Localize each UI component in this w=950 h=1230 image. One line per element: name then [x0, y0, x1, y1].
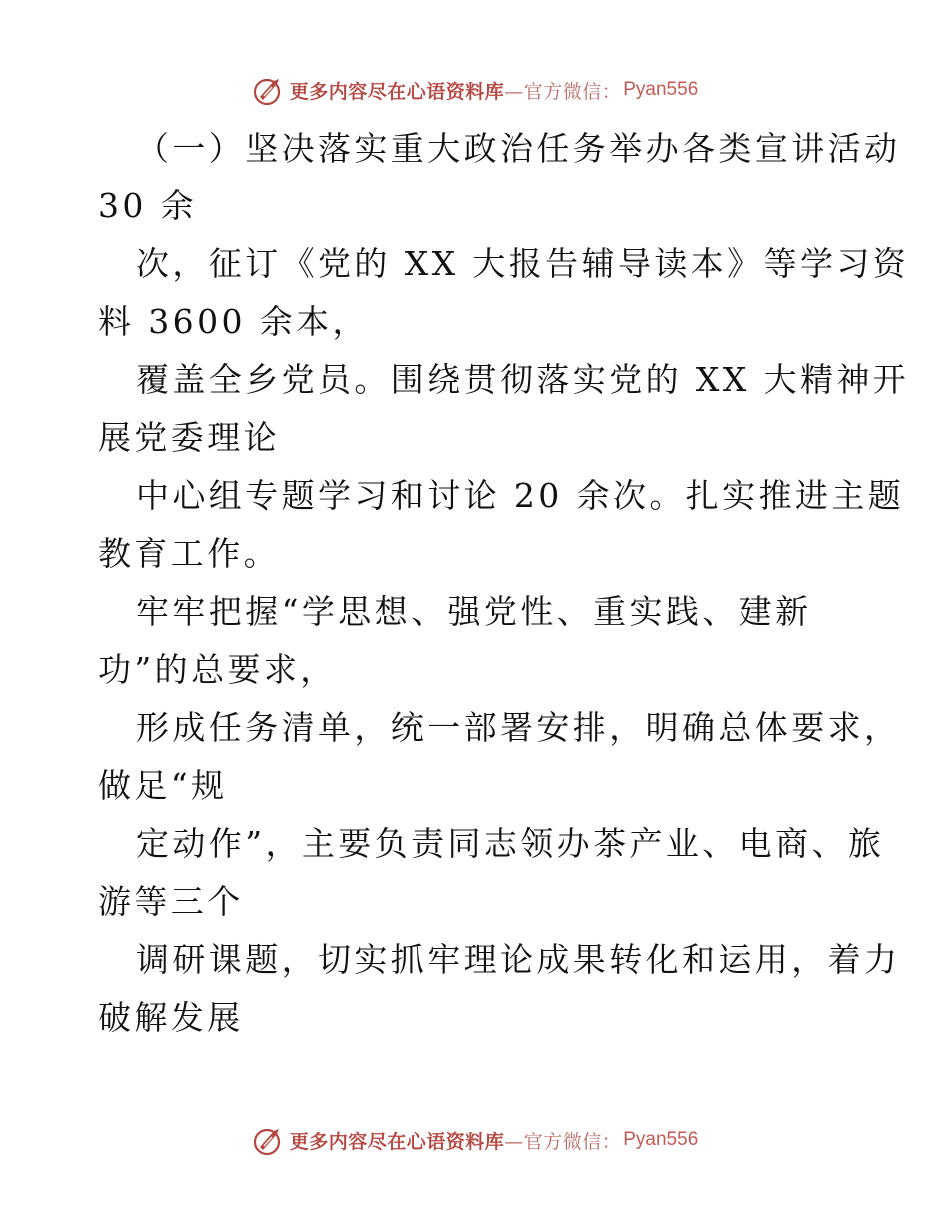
pen-nib-circle-icon: [252, 73, 286, 107]
body-line: 调研课题，切实抓牢理论成果转化和运用，着力: [136, 940, 901, 979]
header-watermark: [0, 70, 950, 110]
body-line: 教育工作。: [98, 534, 280, 573]
watermark-text: 更多内容尽在心语资料库—官方微信：: [289, 1130, 622, 1153]
body-line: 游等三个: [98, 882, 244, 921]
body-line: 料 3600 余本，: [98, 302, 369, 341]
watermark-text: 更多内容尽在心语资料库—官方微信：: [289, 80, 622, 103]
body-line: 展党委理论: [98, 418, 280, 457]
body-line: 破解发展: [98, 998, 244, 1037]
watermark-wechat-id: Pyan556: [623, 79, 699, 100]
body-line: 功”的总要求，: [98, 650, 337, 689]
body-line: 次，征订《党的 XX 大报告辅导读本》等学习资: [136, 244, 910, 283]
body-line: （一）坚决落实重大政治任务举办各类宣讲活动: [136, 129, 901, 168]
body-line: 定动作”，主要负责同志领办茶产业、电商、旅: [136, 824, 885, 863]
pen-nib-circle-icon: [252, 1123, 286, 1157]
body-line: 30 余: [98, 186, 198, 225]
body-line: 中心组专题学习和讨论 20 余次。扎实推进主题: [136, 476, 905, 515]
watermark-wechat-id: Pyan556: [623, 1129, 699, 1150]
body-line: 形成任务清单，统一部署安排，明确总体要求，: [136, 708, 901, 747]
body-line: 做足“规: [98, 766, 228, 805]
body-line: 覆盖全乡党员。围绕贯彻落实党的 XX 大精神开: [136, 360, 910, 399]
footer-watermark: [0, 1120, 950, 1160]
body-line: 牢牢把握“学思想、强党性、重实践、建新: [136, 592, 812, 631]
